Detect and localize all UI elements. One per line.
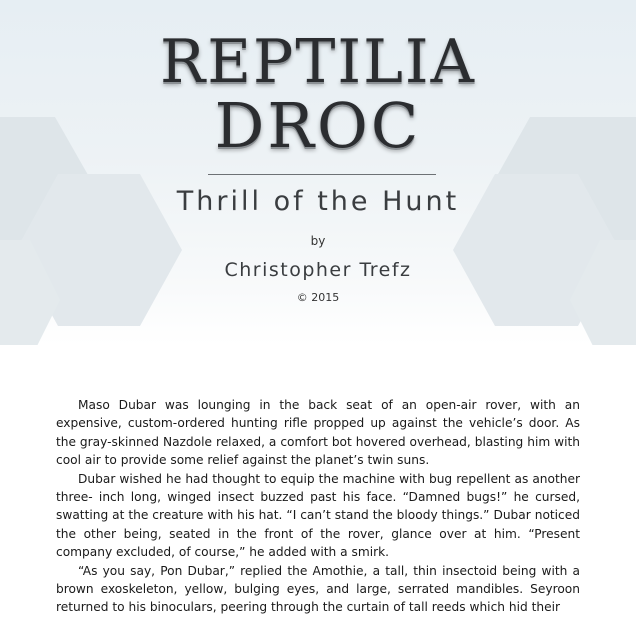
paragraph: “As you say, Pon Dubar,” replied the Amothie, a tall, thin insectoid being with a brown exoskeleton, yellow, bulging eyes, and large, serrated mandibles. Seyroon returned to his binoculars, peering through the curtain of tall reeds which hid their — [56, 563, 580, 615]
title-divider — [208, 174, 436, 175]
paragraph: Maso Dubar was lounging in the back seat of an open-air rover, with an expensive, custom-ordered hunting rifle propped up against the vehicle’s door. As the gray-skinned Nazdole relaxed, a comfort bot hovered overhead, blasting him with cool air to provide some relief against the planet’s twin suns. — [56, 398, 580, 468]
book-subtitle: Thrill of the Hunt — [176, 186, 460, 217]
book-title-line-2: DROC — [214, 89, 422, 162]
paragraph: Dubar wished he had thought to equip the machine with bug repellent as another three- inch long, winged insect buzzed past his face. “Damned bugs!” he cursed, swatting at the creature with his hat. “I can’t stand the bloody things.” Dubar noticed the other being, seated in the front of the rover, glance over at him. “Present company excluded, of course,” he added with a smirk. — [56, 471, 580, 560]
author-name: Christopher Trefz — [224, 259, 412, 281]
story-body — [56, 396, 580, 617]
byline: by — [310, 234, 326, 248]
book-title-line-1: REPTILIA — [160, 27, 476, 97]
copyright-notice: © 2015 — [296, 291, 340, 304]
